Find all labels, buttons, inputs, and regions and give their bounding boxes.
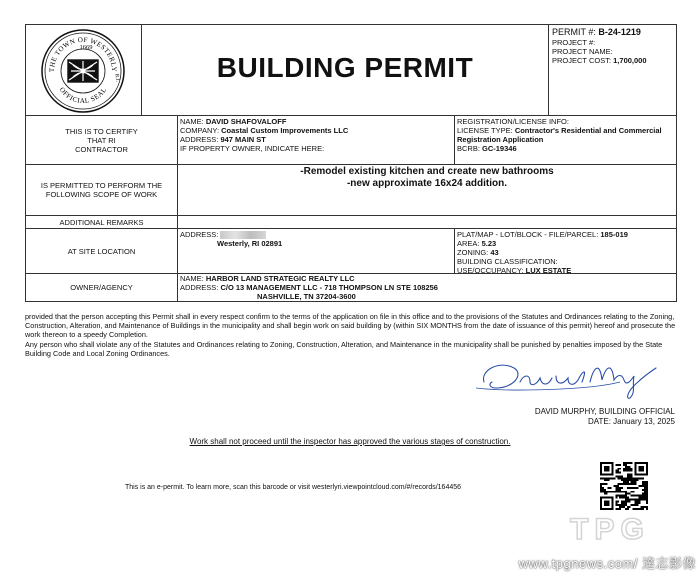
permit-number-label: PERMIT #: — [552, 27, 596, 37]
watermark-url: www.tpgnews.com/ 達志影像 — [518, 556, 696, 571]
seal-bottom-text: OFFICIAL SEAL — [57, 85, 109, 106]
watermark-logo: TPG — [570, 513, 650, 546]
permit-info — [552, 27, 676, 65]
owner-address-line-1: C/O 13 MANAGEMENT LLC - 718 THOMPSON LN STE 108256 — [220, 283, 438, 292]
company-name: Coastal Custom Improvements LLC — [221, 126, 349, 135]
scope-line-1: -Remodel existing kitchen and create new bathrooms — [300, 166, 554, 177]
official-block — [420, 407, 675, 427]
use-label: USE/OCCUPANCY: — [457, 266, 524, 275]
owner-address-line-2: NASHVILLE, TN 37204-3600 — [257, 292, 356, 301]
issue-date: DATE: January 13, 2025 — [587, 417, 675, 426]
contractor-address-label: ADDRESS: — [180, 135, 219, 144]
permit-number: B-24-1219 — [598, 27, 641, 37]
redacted-street — [220, 231, 266, 239]
zoning-label: ZONING: — [457, 248, 489, 257]
contractor-name: DAVID SHAFOVALOFF — [205, 117, 287, 126]
owner-row-label: OWNER/AGENCY — [70, 283, 133, 292]
remarks-row-label: ADDITIONAL REMARKS — [59, 217, 144, 227]
registration-info — [457, 117, 675, 153]
project-name-label: PROJECT NAME: — [552, 47, 613, 56]
town-seal — [40, 28, 126, 114]
owner-name: HARBOR LAND STRATEGIC REALTY LLC — [205, 274, 355, 283]
bcrb-label: BCRB: — [457, 144, 480, 153]
contractor-info — [180, 117, 454, 153]
site-address-label: ADDRESS: — [180, 230, 219, 239]
page-title: BUILDING PERMIT — [216, 52, 474, 83]
scope-of-work — [177, 166, 677, 190]
remarks-cell — [177, 215, 677, 229]
site-city: Westerly, RI 02891 — [217, 239, 283, 249]
area-value: 5.23 — [481, 239, 497, 248]
owner-name-label: NAME: — [180, 274, 204, 283]
owner-address-label: ADDRESS: — [180, 283, 219, 292]
contractor-name-label: NAME: — [180, 117, 204, 126]
classification-label: BUILDING CLASSIFICATION: — [457, 257, 558, 266]
registration-heading: REGISTRATION/LICENSE INFO: — [457, 117, 569, 126]
seal-top-text: THE TOWN OF WESTERLY — [47, 35, 119, 73]
site-details — [457, 230, 675, 275]
inspection-notice: Work shall not proceed until the inspector has approved the various stages of construction. — [189, 437, 511, 446]
project-cost: 1,700,000 — [613, 56, 647, 65]
seal-year: 1669 — [79, 44, 93, 51]
terms-paragraph-1: provided that the person accepting this Permit shall in every respect confirm to the terms of the application on file in this office and to the provisions of the Statutes and Ordinances relating to the Zoning, Construction, Alteration, and Maintenance of Buildings in the municipality and shall begin work on said building by (within SIX MONTHS from the date of issuance of this permit) hereof and prosecute the work thereon to a speedy Completion. — [25, 312, 676, 340]
owner-note: IF PROPERTY OWNER, INDICATE HERE: — [180, 144, 325, 153]
project-cost-label: PROJECT COST: — [552, 56, 612, 65]
plat-value: 185-019 — [600, 230, 628, 239]
license-type-label: LICENSE TYPE: — [457, 126, 513, 135]
terms-paragraph-2: Any person who shall violate any of the Statutes and Ordinances relating to Zoning, Construction, Alteration, and Maintenance in the municipality shall be punished by penalties imposed by the State Building Code and Local Zoning Ordinances. — [25, 339, 663, 358]
license-type: Contractor's Residential and Commercial Registration Application — [457, 126, 662, 144]
bcrb-number: GC-19346 — [482, 144, 517, 153]
contractor-address: 947 MAIN ST — [220, 135, 266, 144]
seal-state: R.I. — [113, 73, 121, 83]
scope-line-2: -new approximate 16x24 addition. — [346, 178, 508, 189]
use-value: LUX ESTATE — [525, 266, 572, 275]
project-number-label: PROJECT #: — [552, 38, 596, 47]
site-address — [180, 230, 452, 248]
official-name: DAVID MURPHY, BUILDING OFFICIAL — [534, 407, 675, 416]
area-label: AREA: — [457, 239, 480, 248]
plat-label: PLAT/MAP - LOT/BLOCK - FILE/PARCEL: — [457, 230, 599, 239]
owner-info — [180, 274, 670, 301]
zoning-value: 43 — [490, 248, 499, 257]
company-label: COMPANY: — [180, 126, 220, 135]
site-row-label: AT SITE LOCATION — [67, 246, 136, 256]
qr-code[interactable] — [600, 462, 648, 510]
svg-text:OFFICIAL SEAL — [58, 86, 109, 105]
official-signature — [470, 352, 670, 400]
contractor-row-label: THIS IS TO CERTIFY THAT RI CONTRACTOR — [65, 126, 138, 154]
epermit-note: This is an e-permit. To learn more, scan this barcode or visit westerlyri.viewpointcloud.com/#/records/164456 — [125, 484, 462, 491]
scope-row-label: IS PERMITTED TO PERFORM THE FOLLOWING SCOPE OF WORK — [40, 181, 163, 199]
